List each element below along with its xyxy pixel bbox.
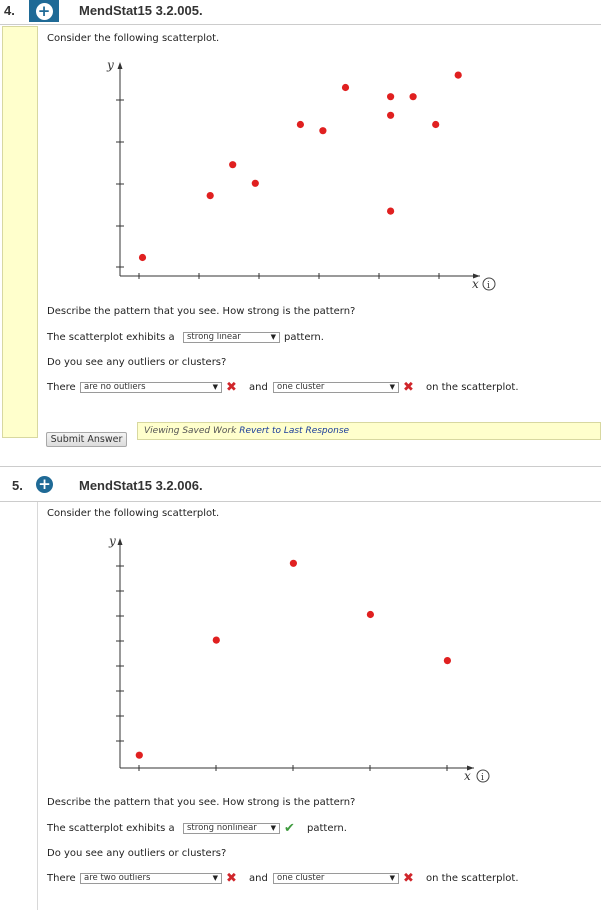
incorrect-icon: ✖	[403, 380, 414, 395]
incorrect-icon: ✖	[403, 871, 414, 886]
svg-text:i: i	[481, 773, 484, 783]
expand-button[interactable]	[36, 476, 53, 493]
data-point	[387, 112, 394, 119]
y-axis-arrow	[118, 62, 123, 69]
question-number: 5.	[12, 478, 23, 493]
data-point	[297, 121, 304, 128]
data-point	[252, 180, 259, 187]
outlier-prompt: Do you see any outliers or clusters?	[47, 357, 227, 368]
pattern-select[interactable]: strong linear ▼	[183, 332, 280, 343]
scatterplot	[100, 52, 500, 292]
plot-axes	[116, 538, 474, 771]
and-label: and	[249, 873, 268, 884]
pattern-prefix: The scatterplot exhibits a	[47, 332, 175, 343]
pattern-suffix: pattern.	[284, 332, 324, 343]
data-point	[139, 254, 146, 261]
divider	[0, 466, 601, 467]
incorrect-icon: ✖	[226, 380, 237, 395]
revert-link[interactable]: Revert to Last Response	[239, 426, 350, 436]
incorrect-icon: ✖	[226, 871, 237, 886]
cluster-select[interactable]: one cluster ▼	[273, 873, 399, 884]
divider	[0, 501, 601, 502]
content-border	[37, 502, 38, 910]
data-point	[367, 611, 374, 618]
data-points	[139, 72, 462, 262]
y-axis-label: y	[109, 534, 116, 548]
plus-icon: +	[38, 475, 51, 493]
describe-prompt: Describe the pattern that you see. How strong is the pattern?	[47, 797, 356, 808]
question-intro: Consider the following scatterplot.	[47, 33, 220, 44]
data-point	[387, 208, 394, 215]
data-point	[387, 93, 394, 100]
info-icon[interactable]	[477, 770, 489, 783]
saved-work-banner	[137, 422, 601, 440]
correct-icon: ✔	[284, 821, 295, 836]
dropdown-arrow-icon: ▼	[389, 383, 395, 391]
there-label: There	[47, 382, 76, 393]
data-point	[207, 192, 214, 199]
describe-prompt: Describe the pattern that you see. How strong is the pattern?	[47, 306, 356, 317]
data-point	[432, 121, 439, 128]
question-intro: Consider the following scatterplot.	[47, 508, 220, 519]
dropdown-arrow-icon: ▼	[389, 874, 395, 882]
data-point	[319, 127, 326, 134]
dropdown-arrow-icon: ▼	[212, 383, 218, 391]
saved-work-text: Viewing Saved Work	[144, 426, 237, 436]
question-sidebar	[2, 26, 38, 438]
data-point	[410, 93, 417, 100]
outlier-select[interactable]: are no outliers ▼	[80, 382, 222, 393]
outlier-select[interactable]: are two outliers ▼	[80, 873, 222, 884]
plot-axes	[116, 62, 480, 279]
y-axis-arrow	[118, 538, 123, 545]
dropdown-arrow-icon: ▼	[270, 333, 276, 341]
submit-answer-button[interactable]: Submit Answer	[46, 432, 127, 447]
pattern-prefix: The scatterplot exhibits a	[47, 823, 175, 834]
pattern-suffix: pattern.	[307, 823, 347, 834]
svg-text:i: i	[487, 281, 490, 291]
scatterplot	[100, 528, 500, 784]
divider	[0, 24, 601, 25]
data-point	[229, 161, 236, 168]
dropdown-arrow-icon: ▼	[212, 874, 218, 882]
and-label: and	[249, 382, 268, 393]
there-label: There	[47, 873, 76, 884]
data-point	[136, 752, 143, 759]
data-points	[136, 560, 451, 759]
dropdown-arrow-icon: ▼	[270, 824, 276, 832]
question-number: 4.	[4, 3, 15, 18]
data-point	[455, 72, 462, 79]
outlier-prompt: Do you see any outliers or clusters?	[47, 848, 227, 859]
scatter-suffix: on the scatterplot.	[426, 873, 519, 884]
data-point	[342, 84, 349, 91]
info-icon[interactable]	[483, 278, 495, 291]
x-axis-label: x	[472, 277, 479, 291]
data-point	[213, 637, 220, 644]
question-title: MendStat15 3.2.005.	[79, 3, 203, 18]
data-point	[290, 560, 297, 567]
x-axis-label: x	[464, 769, 471, 783]
question-title: MendStat15 3.2.006.	[79, 478, 203, 493]
cluster-select[interactable]: one cluster ▼	[273, 382, 399, 393]
y-axis-label: y	[107, 58, 114, 72]
data-point	[444, 657, 451, 664]
scatter-suffix: on the scatterplot.	[426, 382, 519, 393]
expand-button[interactable]	[29, 0, 59, 22]
pattern-select[interactable]: strong nonlinear ▼	[183, 823, 280, 834]
plus-icon: +	[36, 3, 53, 20]
